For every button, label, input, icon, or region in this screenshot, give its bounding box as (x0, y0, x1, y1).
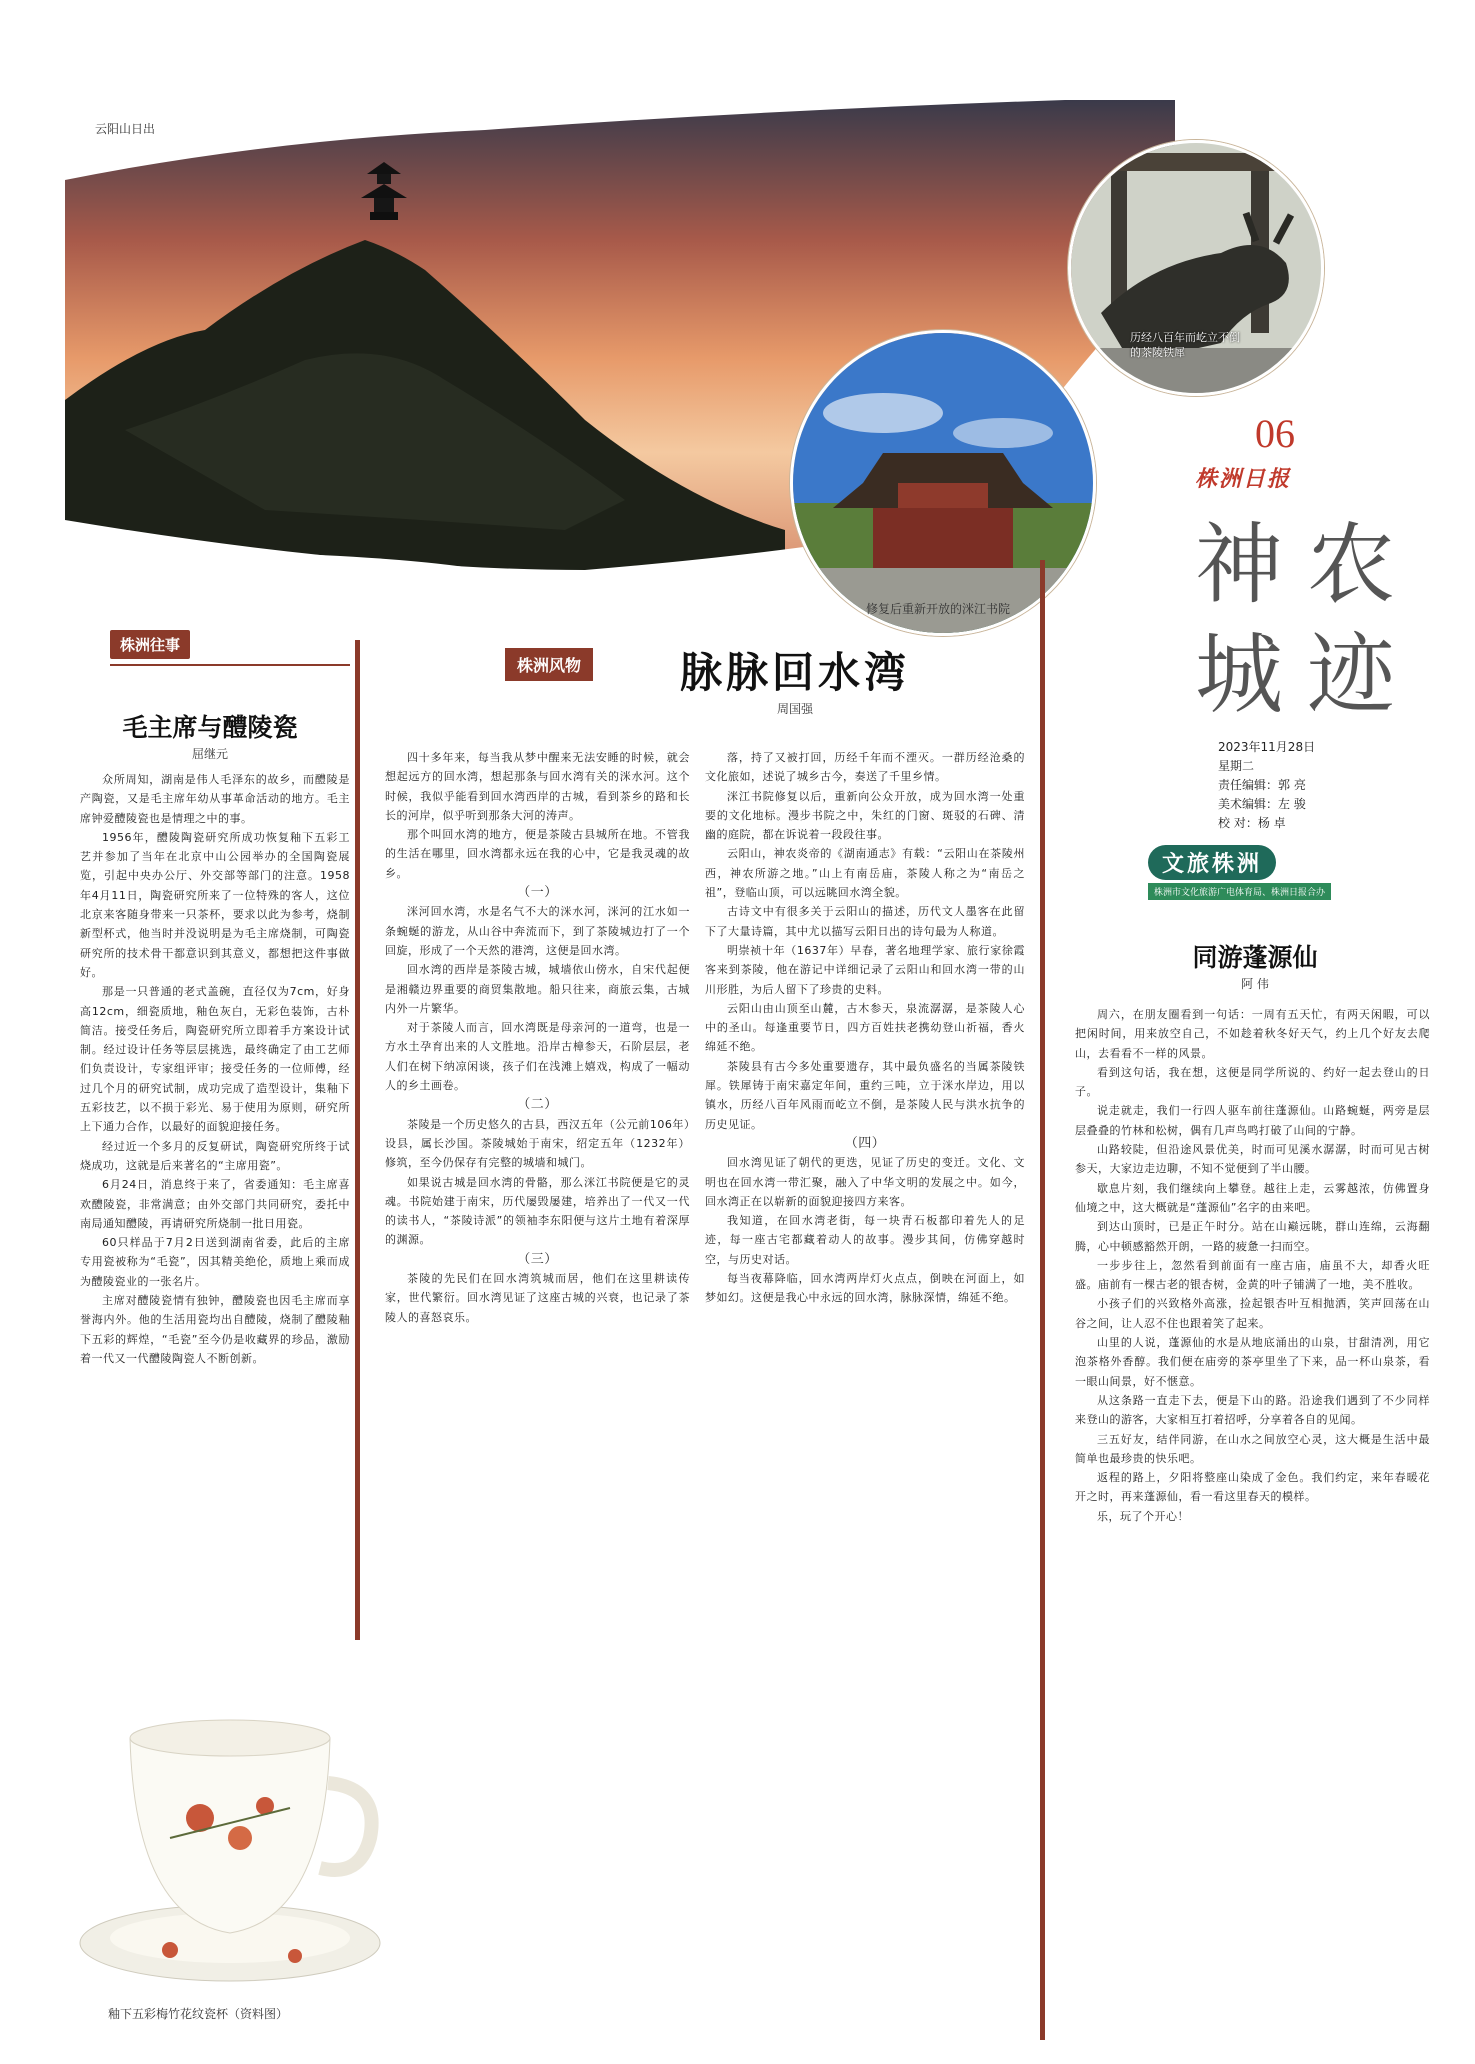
article-body-center-col2 (705, 748, 1025, 2038)
paragraph: 古诗文中有很多关于云阳山的描述，历代文人墨客在此留下了大量诗篇，其中尤以描写云阳日出的诗句最为人称道。 (705, 905, 1025, 938)
paragraph: 返程的路上，夕阳将整座山染成了金色。我们约定，来年春暖花开之时，再来蓬源仙，看一看这里春天的模样。 (1075, 1471, 1430, 1504)
section-tag-left (110, 630, 350, 666)
paragraph: 对于茶陵人而言，回水湾既是母亲河的一道弯，也是一方水土孕育出来的人文胜地。沿岸古樟参天，石阶层层，老人们在树下纳凉闲谈，孩子们在浅滩上嬉戏，构成了一幅动人的乡土画卷。 (385, 1021, 690, 1093)
paragraph: 如果说古城是回水湾的骨骼，那么洣江书院便是它的灵魂。书院始建于南宋，历代屡毁屡建，培养出了一代又一代的读书人，“茶陵诗派”的领袖李东阳便与这片土地有着深厚的渊源。 (385, 1175, 690, 1247)
paragraph: 60只样品于7月2日送到湖南省委，此后的主席专用瓷被称为“毛瓷”，因其精美绝伦，质地上乘而成为醴陵瓷业的一张名片。 (80, 1236, 350, 1288)
paragraph: 回水湾的西岸是茶陵古城，城墙依山傍水，自宋代起便是湘赣边界重要的商贸集散地。船只往来，商旅云集，古城内外一片繁华。 (385, 963, 690, 1015)
section-mark: （四） (844, 1135, 886, 1151)
article-author: 周国强 (776, 702, 813, 716)
section-tag-sub: 株洲市文化旅游广电体育局、株洲日报合办 (1148, 883, 1331, 900)
paragraph: 那是一只普通的老式盖碗，直径仅为7cm，好身高12cm，细瓷质地，釉色灰白，无彩色装饰，古朴简洁。接受任务后，陶瓷研究所立即着手方案设计试制。经过设计任务等层层挑选，最终确定了由工艺师们负责设计，专家组评审；接受任务的一位师傅，经过几个月的研究试制，成功完成了造型设计，集釉下五彩技艺，以不损于彩光、易于使用为原则，研究所上下通力合作，以最好的面貌迎接任务。 (80, 985, 350, 1134)
paragraph: 1956年，醴陵陶瓷研究所成功恢复釉下五彩工艺并参加了当年在北京中山公园举办的全国陶瓷展览，引起中央办公厅、外交部等部门的注意。1958年4月11日，陶瓷研究所来了一位特殊的客人，这位北京来客随身带来一只茶杯，要求以此为参考，烧制新型杯式，他当时并没说明是为毛主席烧制，可陶瓷研究所的技术骨干都意识到其意义，都想把这件事做好。 (80, 830, 350, 979)
paragraph: 明崇祯十年（1637年）早春，著名地理学家、旅行家徐霞客来到茶陵，他在游记中详细记录了云阳山和回水湾一带的山川形胜，为后人留下了珍贵的史料。 (705, 943, 1025, 996)
paragraph: 6月24日，消息终于来了，省委通知：毛主席喜欢醴陵瓷，非常满意；由外交部门共同研究，委托中南局通知醴陵，再请研究所烧制一批日用瓷。 (80, 1178, 350, 1230)
iron-ox-caption: 历经八百年而屹立不倒的茶陵铁犀 (1130, 331, 1240, 359)
column-divider (355, 640, 360, 1640)
paragraph: 主席对醴陵瓷情有独钟，醴陵瓷也因毛主席而享誉海内外。他的生活用瓷均出自醴陵，烧制了醴陵釉下五彩的辉煌，“毛瓷”至今仍是收藏界的珍品，激励着一代又一代醴陵陶瓷人不断创新。 (80, 1294, 350, 1365)
paragraph: 洣江书院修复以后，重新向公众开放，成为回水湾一处重要的文化地标。漫步书院之中，朱红的门窗、斑驳的石碑、清幽的庭院，都在诉说着一段段往事。 (705, 789, 1025, 842)
newspaper-name: 株洲日报 (1195, 467, 1292, 492)
paragraph: 三五好友，结伴同游，在山水之间放空心灵，这大概是生活中最简单也最珍贵的快乐吧。 (1075, 1432, 1430, 1465)
section-tag-right (1148, 845, 1438, 898)
article-author: 屈继元 (191, 747, 228, 761)
editor-credit: 责任编辑：郭 亮 (1218, 778, 1306, 792)
article-body-right (1075, 1005, 1430, 2045)
section-brand: 神农城迹 (1195, 513, 1420, 726)
paragraph: 茶陵的先民们在回水湾筑城而居，他们在这里耕读传家，世代繁衍。回水湾见证了这座古城的兴衰，也记录了茶陵人的喜怒哀乐。 (385, 1272, 690, 1324)
article-author: 阿 伟 (1241, 977, 1269, 991)
paragraph: 歇息片刻，我们继续向上攀登。越往上走，云雾越浓，仿佛置身仙境之中，这大概就是“蓬源仙”名字的由来吧。 (1075, 1181, 1430, 1214)
paragraph: 回水湾见证了朝代的更迭，见证了历史的变迁。文化、文明也在回水湾一带汇聚，融入了中华文明的发展之中。如今，回水湾正在以崭新的面貌迎接四方来客。 (705, 1156, 1025, 1208)
column-divider (1040, 560, 1045, 2040)
paragraph: 我知道，在回水湾老街，每一块青石板都印着先人的足迹，每一座古宅都藏着动人的故事。漫步其间，仿佛穿越时空，与历史对话。 (705, 1214, 1025, 1266)
proof-credit: 校 对：杨 卓 (1218, 816, 1286, 830)
section-mark: （二） (517, 1097, 558, 1113)
paragraph: 乐，玩了个开心！ (1097, 1509, 1189, 1523)
paragraph: 众所周知，湖南是伟人毛泽东的故乡，而醴陵是产陶瓷，又是毛主席年幼从事革命活动的地方。毛主席钟爱醴陵瓷也是情理之中的事。 (80, 773, 350, 825)
paragraph: 说走就走，我们一行四人驱车前往蓬源仙。山路蜿蜒，两旁是层层叠叠的竹林和松树，偶有几声鸟鸣打破了山间的宁静。 (1075, 1104, 1430, 1137)
page-number: 06 (1255, 411, 1295, 456)
article-title: 毛主席与醴陵瓷 (122, 713, 298, 742)
paragraph: 看到这句话，我在想，这便是同学所说的、约好一起去登山的日子。 (1075, 1065, 1430, 1099)
issue-meta (1218, 738, 1315, 833)
paragraph: 山里的人说，蓬源仙的水是从地底涌出的山泉，甘甜清冽，用它泡茶格外香醇。我们便在庙旁的茶亭里坐了下来，品一杯山泉茶，看一眼山间景，好不惬意。 (1075, 1336, 1430, 1388)
paragraph: 洣河回水湾，水是名气不大的洣水河，洣河的江水如一条蜿蜒的游龙，从山谷中奔流而下，到了茶陵城边打了一个回旋，形成了一个天然的港湾，这便是回水湾。 (385, 905, 690, 957)
section-tag-label: 文旅株洲 (1148, 845, 1276, 880)
academy-photo (790, 330, 1096, 636)
paragraph: 茶陵是一个历史悠久的古县，西汉五年（公元前106年）设县，属长沙国。茶陵城始于南宋，绍定五年（1232年）修筑，至今仍保存有完整的城墙和城门。 (385, 1117, 690, 1170)
paragraph: 每当夜幕降临，回水湾两岸灯火点点，倒映在河面上，如梦如幻。这便是我心中永远的回水湾，脉脉深情，绵延不绝。 (705, 1272, 1025, 1305)
porcelain-cup-photo (60, 1688, 390, 1988)
article-title: 脉脉回水湾 (680, 648, 911, 697)
section-tag-label: 株洲往事 (110, 630, 190, 659)
paragraph: 到达山顶时，已是正午时分。站在山巅远眺，群山连绵，云海翻腾，心中顿感豁然开朗，一路的疲惫一扫而空。 (1075, 1220, 1430, 1253)
paragraph: 经过近一个多月的反复研试，陶瓷研究所终于试烧成功，这就是后来著名的“主席用瓷”。 (80, 1139, 350, 1172)
article-title: 同游蓬源仙 (1192, 943, 1318, 972)
paragraph: 小孩子们的兴致格外高涨，捡起银杏叶互相抛洒，笑声回荡在山谷之间，让人忍不住也跟着笑了起来。 (1075, 1297, 1430, 1330)
article-body-center-col1 (385, 748, 690, 2038)
issue-weekday: 星期二 (1218, 759, 1255, 773)
article-body-left (80, 770, 350, 1670)
section-tag-center (505, 648, 675, 688)
academy-caption: 修复后重新开放的洣江书院 (866, 602, 1011, 616)
paragraph: 落，持了又被打回，历经千年而不湮灭。一群历经沧桑的文化旅如，述说了城乡古今，奏送了千里乡情。 (705, 751, 1025, 784)
paragraph: 周六，在朋友圈看到一句话：一周有五天忙，有两天闲暇，可以把闲时间，用来放空自己，不如趁着秋冬好天气，约上几个好友去爬山，去看看不一样的风景。 (1075, 1008, 1430, 1060)
section-tag-label: 株洲风物 (505, 648, 593, 681)
paragraph: 云阳山，神农炎帝的《湖南通志》有载：“云阳山在茶陵州西，神农所游之地。”山上有南岳庙，茶陵人称之为“南岳之祖”，登临山顶，可以远眺回水湾全貌。 (705, 847, 1025, 900)
paragraph: 茶陵县有古今多处重要遗存，其中最负盛名的当属茶陵铁犀。铁犀铸于南宋嘉定年间，重约三吨，立于洣水岸边，用以镇水，历经八百年风雨而屹立不倒，是茶陵人民与洪水抗争的历史见证。 (705, 1059, 1025, 1131)
paragraph: 山路较陡，但沿途风景优美，时而可见溪水潺潺，时而可见古树参天，大家边走边聊，不知不觉便到了半山腰。 (1075, 1143, 1430, 1176)
paragraph: 从这条路一直走下去，便是下山的路。沿途我们遇到了不少同样来登山的游客，大家相互打着招呼，分享着各自的见闻。 (1075, 1393, 1430, 1427)
art-editor-credit: 美术编辑：左 骏 (1218, 797, 1306, 811)
cup-caption: 釉下五彩梅竹花纹瓷杯（资料图） (108, 2007, 289, 2021)
photo-credit: 云阳山日出 (95, 122, 156, 136)
section-mark: （一） (517, 885, 558, 901)
paragraph: 一步步往上，忽然看到前面有一座古庙，庙虽不大，却香火旺盛。庙前有一棵古老的银杏树，金黄的叶子铺满了一地，美不胜收。 (1075, 1258, 1430, 1292)
paragraph: 四十多年来，每当我从梦中醒来无法安睡的时候，就会想起远方的回水湾，想起那条与回水湾有关的洣水河。这个时候，我似乎能看到回水湾西岸的古城，看到茶乡的路和长长的河岸，似乎听到那条大河的涛声。 (385, 751, 690, 822)
paragraph: 云阳山由山顶至山麓，古木参天，泉流潺潺，是茶陵人心中的圣山。每逢重要节日，四方百姓扶老携幼登山祈福，香火绵延不绝。 (705, 1001, 1025, 1054)
issue-date: 2023年11月28日 (1218, 740, 1316, 754)
paragraph: 那个叫回水湾的地方，便是茶陵古县城所在地。不管我的生活在哪里，回水湾都永远在我的心中，它是我灵魂的故乡。 (385, 828, 690, 880)
section-mark: （三） (517, 1251, 558, 1267)
